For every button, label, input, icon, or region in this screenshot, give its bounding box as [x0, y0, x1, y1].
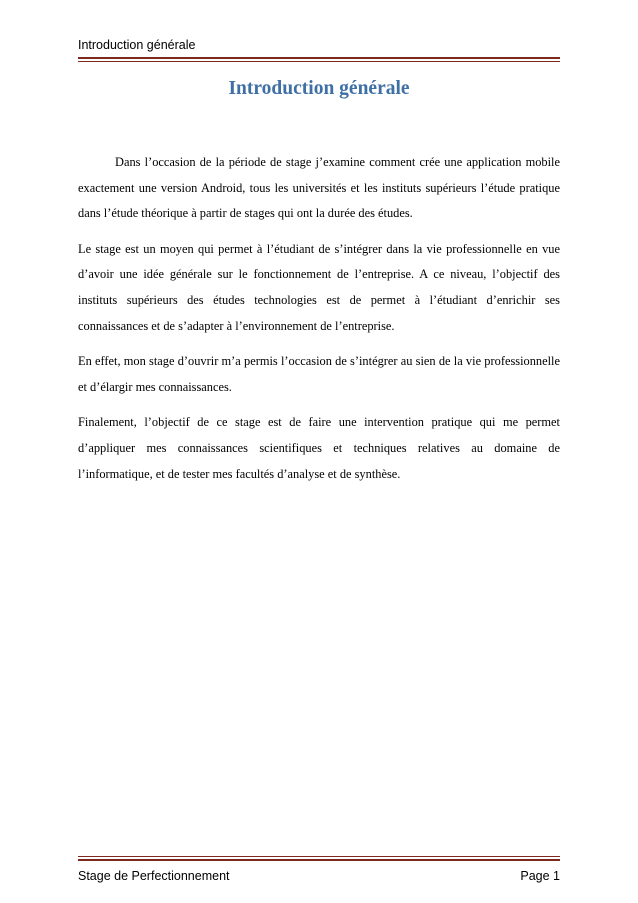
- paragraph-1: Dans l’occasion de la période de stage j’examine comment crée une application mobile exactement une version Android, tous les universités et les instituts supérieurs l’étude pratique dans l’étude théorique à partir de stages qui ont la durée des études.: [78, 155, 560, 221]
- paragraph-2: Le stage est un moyen qui permet à l’étudiant de s’intégrer dans la vie professionnelle en vue d’avoir une idée générale sur le fonctionnement de l’entreprise. A ce niveau, l’objectif des instituts supérieurs des études technologies est de permet à l’étudiant d’enrichir ses connaissances et de s’adapter à l’environnement de l’entreprise.: [78, 241, 560, 333]
- page-number: Page 1: [520, 868, 560, 883]
- paragraph-4: Finalement, l’objectif de ce stage est de faire une intervention pratique qui me permet d’appliquer mes connaissances scientifiques et techniques relatives au domaine de l’informatique, et de tester mes facultés d’analyse et de synthèse.: [78, 415, 560, 481]
- footer-rule-thin: [78, 856, 560, 857]
- page-footer: [78, 856, 560, 884]
- document-body: [78, 150, 560, 497]
- paragraph-3: En effet, mon stage d’ouvrir m’a permis l’occasion de s’intégrer au sien de la vie professionnelle et d’élargir mes connaissances.: [78, 354, 560, 394]
- document-title: Introduction générale: [228, 78, 410, 99]
- footer-rule-thick: [78, 859, 560, 861]
- page-header: [78, 37, 560, 62]
- running-header-title: Introduction générale: [78, 38, 196, 52]
- footer-left-text: Stage de Perfectionnement: [78, 868, 230, 883]
- header-rule-thin: [78, 61, 560, 62]
- header-rule-thick: [78, 57, 560, 59]
